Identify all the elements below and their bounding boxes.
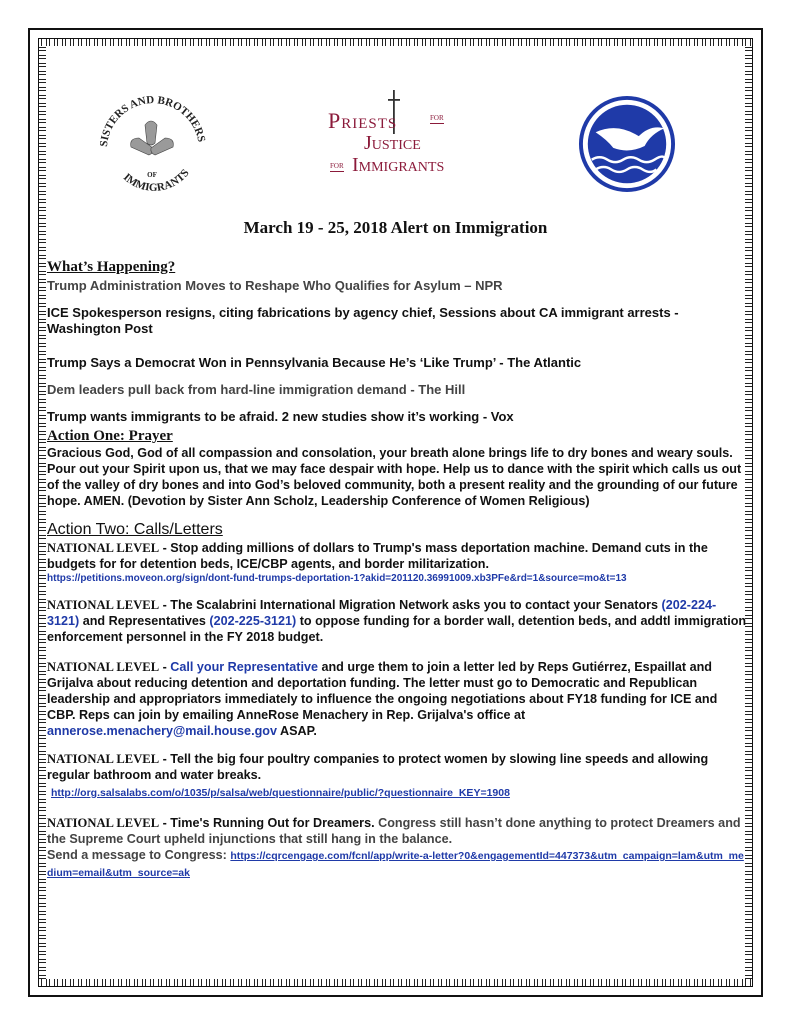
logo-justice: Justice: [364, 132, 421, 154]
national-item-2: [47, 597, 747, 645]
news-item-4[interactable]: Dem leaders pull back from hard-line immigration demand - The Hill: [47, 382, 466, 397]
house-phone[interactable]: (202-225-3121): [209, 614, 297, 628]
logo-priests: Priests: [328, 108, 398, 133]
news-item-5[interactable]: Trump wants immigrants to be afraid. 2 new studies show it’s working - Vox: [47, 409, 514, 424]
national-level-label: NATIONAL LEVEL: [47, 541, 160, 555]
logo-left-bottom-text: IMMIGRANTS: [120, 167, 192, 194]
national-item-3-text-a: and urge them to join a letter led by Reps Gutiérrez, Espaillat and Grijalva about reducing detention and deportation funding. The letter must go to Democratic and Republican leadership and appropriators immediately to influence the ongoing negotiations about FY18 funding for ICE and CBP. Reps can join by emailing AnneRose Menachery in Rep. Grijalva's office at: [47, 660, 718, 722]
cqrc-letter-link[interactable]: https://cqrcengage.com/fcnl/app/write-a-letter?0&engagementId=447373&utm_campaign=lam&utm_medium=email&utm_source=ak: [47, 850, 744, 879]
pfji-logo: [328, 92, 473, 187]
main-content: [47, 259, 747, 881]
bird-emblem-logo: [578, 95, 676, 193]
senate-phone[interactable]: (202-224-3121): [47, 598, 717, 628]
news-item-2[interactable]: ICE Spokesperson resigns, citing fabrications by agency chief, Sessions about CA immigrant arrests - Washington Post: [47, 305, 679, 336]
logo-immigrants: Immigrants: [352, 154, 445, 176]
national-level-label: NATIONAL LEVEL: [47, 816, 160, 830]
annerose-email-link[interactable]: annerose.menachery@mail.house.gov: [47, 724, 277, 738]
national-item-4-text: - Tell the big four poultry companies to protect women by slowing line speeds and allowing regular bathroom and water breaks.: [47, 752, 709, 782]
national-item-5-text-a: - Time's Running Out for Dreamers.: [159, 816, 375, 830]
national-item-3: [47, 659, 747, 739]
national-level-label: NATIONAL LEVEL: [47, 752, 160, 766]
national-item-2-text-a: - The Scalabrini International Migration Network asks you to contact your Senators: [159, 598, 662, 612]
national-item-2-text-b: and Representatives: [79, 614, 210, 628]
page-title: March 19 - 25, 2018 Alert on Immigration: [243, 218, 548, 237]
national-level-label: NATIONAL LEVEL: [47, 598, 160, 612]
national-item-5: [47, 815, 747, 881]
national-item-1-text: - Stop adding millions of dollars to Trump's mass deportation machine. Demand cuts in the budgets for for detention beds, ICE/CBP agents, and border militarization.: [47, 541, 708, 571]
logo-for-2: for: [330, 160, 344, 171]
salsa-questionnaire-link[interactable]: http://org.salsalabs.com/o/1035/p/salsa/web/questionnaire/public/?questionnaire_KEY=1908: [51, 787, 510, 799]
national-item-4: [47, 751, 747, 801]
national-item-2-text-c: to oppose funding for a border wall, detention beds, and addtl immigration enforcement personnel in the FY 2018 budget.: [47, 614, 747, 644]
national-item-1: [47, 540, 747, 585]
sisters-brothers-logo: [95, 85, 210, 200]
action-two-heading: Action Two: Calls/Letters: [47, 521, 223, 538]
national-item-3-dash: -: [159, 660, 171, 674]
call-representative-link[interactable]: Call your Representative: [170, 660, 318, 674]
national-item-5-text-b: Congress still hasn’t done anything to protect Dreamers and the Supreme Court upheld injunctions that still hang in the balance.: [47, 816, 741, 846]
prayer-text: Gracious God, God of all compassion and consolation, your breath alone brings life to dry bones and weary souls. Pour out your Spirit upon us, that we may face despair with hope. Help us to dance with the spirit which calls us out of the valley of dry bones and into God’s beloved community, both a present reality and the grounding of our future hope. AMEN. (Devotion by Sister Ann Scholz, Leadership Conference of Women Religious): [47, 446, 742, 508]
news-item-1[interactable]: Trump Administration Moves to Reshape Who Qualifies for Asylum – NPR: [47, 278, 503, 293]
logo-left-of-text: OF: [147, 171, 157, 179]
national-level-label: NATIONAL LEVEL: [47, 660, 160, 674]
national-item-3-text-b: ASAP.: [276, 724, 317, 738]
moveon-petition-link[interactable]: https://petitions.moveon.org/sign/dont-fund-trumps-deportation-1?akid=201120.36991009.xb3PFe&rd=1&source=mo&t=13: [47, 573, 627, 584]
logo-left-top-text: SISTERS AND BROTHERS: [97, 94, 208, 148]
logo-for-1: for: [430, 112, 444, 123]
whats-happening-heading: What’s Happening?: [47, 259, 176, 275]
news-item-3[interactable]: Trump Says a Democrat Won in Pennsylvania Because He’s ‘Like Trump’ - The Atlantic: [47, 355, 582, 370]
send-message-label: Send a message to Congress:: [47, 848, 227, 862]
action-one-heading: Action One: Prayer: [47, 428, 173, 444]
